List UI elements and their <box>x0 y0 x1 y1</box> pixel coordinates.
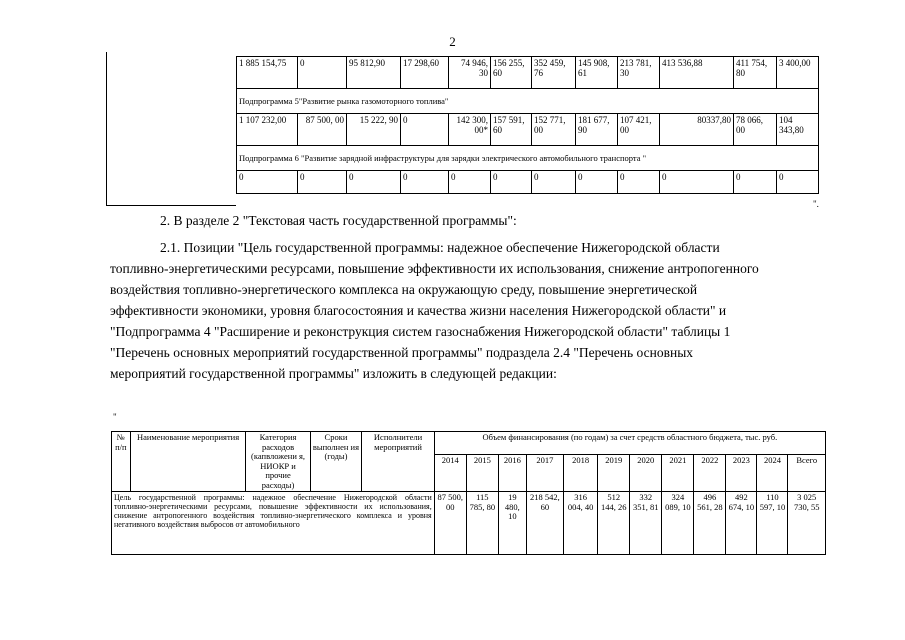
table-cell: 0 <box>298 57 347 89</box>
activities-table <box>111 431 826 555</box>
table-cell: 80337,80 <box>660 114 734 146</box>
table-cell: 0 <box>401 171 449 194</box>
table-cell: 0 <box>347 171 401 194</box>
paragraph-line: "Перечень основных мероприятий государственной программы" подраздела 2.4 "Перечень основных <box>110 345 694 360</box>
table-cell: 213 781, 30 <box>618 57 660 89</box>
table-cell: 413 536,88 <box>660 57 734 89</box>
paragraph-line: эффективности экономики, уровня благосостояния и качества жизни населения Нижегородской области" и <box>110 303 727 318</box>
table-cell: 0 <box>618 171 660 194</box>
table-cell: 324 089, 10 <box>662 492 694 555</box>
table-left-border <box>106 52 107 206</box>
table-cell: 3 025 730, 55 <box>788 492 826 555</box>
table-header-row <box>112 432 826 455</box>
paragraph-line: мероприятий государственной программы" изложить в следующей редакции: <box>110 366 557 381</box>
table-row <box>237 146 819 171</box>
table-cell: 0 <box>298 171 347 194</box>
year-header: 2015 <box>466 455 498 492</box>
table-bottom-border <box>106 205 236 206</box>
year-header: 2023 <box>726 455 757 492</box>
paragraph-line: "Подпрограмма 4 "Расширение и реконструкция систем газоснабжения Нижегородской области" таблицы 1 <box>110 324 731 339</box>
table-cell: 316 004, 40 <box>564 492 598 555</box>
amendment-paragraph <box>110 237 823 384</box>
year-header: 2017 <box>526 455 563 492</box>
table-cell: 0 <box>237 171 298 194</box>
table-cell: 0 <box>576 171 618 194</box>
header-terms: Сроки выполнен ия (годы) <box>310 432 362 492</box>
table-cell: 492 674, 10 <box>726 492 757 555</box>
header-executors: Исполнители мероприятий <box>362 432 434 492</box>
table-cell: 0 <box>449 171 491 194</box>
year-header: 2024 <box>757 455 788 492</box>
paragraph-line: воздействия топливно-энергетического комплекса на окружающую среду, повышение энергетической <box>110 282 698 297</box>
table-cell: 78 066, 00 <box>734 114 777 146</box>
page-number: 2 <box>449 34 456 49</box>
table-cell: 15 222, 90 <box>347 114 401 146</box>
table-cell: 0 <box>491 171 532 194</box>
year-header: 2018 <box>564 455 598 492</box>
table-row <box>237 171 819 194</box>
table-cell: 104 343,80 <box>777 114 819 146</box>
subprogram-6-title: Подпрограмма 6 "Развитие зарядной инфраструктуры для зарядки электрического автомобильного транспорта " <box>237 146 819 171</box>
table-cell: 0 <box>734 171 777 194</box>
closing-quote: ". <box>813 199 819 209</box>
header-num: № п/п <box>112 432 131 492</box>
table-cell: 95 812,90 <box>347 57 401 89</box>
funding-table-continued <box>236 56 819 194</box>
table-cell: 496 561, 28 <box>694 492 726 555</box>
header-funding: Объем финансирования (по годам) за счет средств областного бюджета, тыс. руб. <box>434 432 825 455</box>
table-cell: 152 771, 00 <box>532 114 576 146</box>
table-cell: 142 300, 00* <box>449 114 491 146</box>
year-header: Всего <box>788 455 826 492</box>
table-cell: 87 500, 00 <box>434 492 466 555</box>
table-cell: 1 107 232,00 <box>237 114 298 146</box>
year-header: 2022 <box>694 455 726 492</box>
table-cell: 411 754, 80 <box>734 57 777 89</box>
table-row <box>237 89 819 114</box>
table-row <box>112 492 826 555</box>
table-cell: 512 144, 26 <box>598 492 630 555</box>
table-cell: 74 946, 30 <box>449 57 491 89</box>
table-cell: 17 298,60 <box>401 57 449 89</box>
table-row <box>237 114 819 146</box>
table-cell: 110 597, 10 <box>757 492 788 555</box>
paragraph-line: топливно-энергетическими ресурсами, повышение эффективности их использования, снижение антропогенного <box>110 261 759 276</box>
year-header: 2021 <box>662 455 694 492</box>
subprogram-5-title: Подпрограмма 5"Развитие рынка газомоторного топлива" <box>237 89 819 114</box>
table-cell: 3 400,00 <box>777 57 819 89</box>
table-cell: 218 542, 60 <box>526 492 563 555</box>
table-cell: 0 <box>532 171 576 194</box>
year-header: 2020 <box>630 455 662 492</box>
paragraph-line: 2.1. Позиции "Цель государственной программы: надежное обеспечение Нижегородской области <box>160 240 720 255</box>
table-row <box>237 57 819 89</box>
section-heading: 2. В разделе 2 "Текстовая часть государственной программы": <box>160 213 517 228</box>
table-cell: 0 <box>401 114 449 146</box>
table-cell: 87 500, 00 <box>298 114 347 146</box>
table-cell: 352 459, 76 <box>532 57 576 89</box>
table-cell: 156 255, 60 <box>491 57 532 89</box>
table-cell: 145 908, 61 <box>576 57 618 89</box>
table-cell: 19 480, 10 <box>498 492 526 555</box>
table-cell: 107 421, 00 <box>618 114 660 146</box>
table-cell: 1 885 154,75 <box>237 57 298 89</box>
year-header: 2016 <box>498 455 526 492</box>
table-cell: 157 591, 60 <box>491 114 532 146</box>
table-cell: 0 <box>777 171 819 194</box>
table-cell: 0 <box>660 171 734 194</box>
program-goal: Цель государственной программы: надежное обеспечение Нижегородской области топливно-энергетическими ресурсами, повышение эффективности их использования, снижение антропогенного воздействия топливно-энергетического комплекса и уровня негативного воздействия выбросов от автомобильного <box>112 492 435 555</box>
header-name: Наименование мероприятия <box>130 432 246 492</box>
table-cell: 181 677, 90 <box>576 114 618 146</box>
year-header: 2019 <box>598 455 630 492</box>
table-cell: 332 351, 81 <box>630 492 662 555</box>
opening-quote: " <box>113 412 117 422</box>
year-header: 2014 <box>434 455 466 492</box>
table-cell: 115 785, 80 <box>466 492 498 555</box>
header-category: Категория расходов (капвложени я, НИОКР и прочие расходы) <box>246 432 310 492</box>
